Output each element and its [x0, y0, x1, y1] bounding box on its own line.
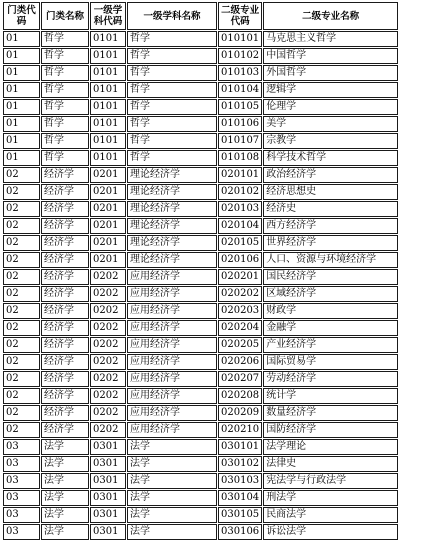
first-level-code-cell: 0201: [90, 252, 126, 268]
category-name-cell: 经济学: [41, 371, 89, 387]
category-name-cell: 法学: [41, 456, 89, 472]
category-code-cell: 02: [3, 201, 40, 217]
second-level-name-cell: 科学技术哲学: [263, 150, 398, 166]
table-row: [3, 337, 398, 353]
second-level-name-cell: 逻辑学: [263, 82, 398, 98]
first-level-code-cell: 0202: [90, 388, 126, 404]
second-level-code-cell: 020105: [218, 235, 262, 251]
second-level-code-cell: 020106: [218, 252, 262, 268]
category-code-cell: 02: [3, 422, 40, 438]
table-row: [3, 388, 398, 404]
second-level-name-cell: 劳动经济学: [263, 371, 398, 387]
second-level-name-cell: 中国哲学: [263, 48, 398, 64]
second-level-name-cell: 宗教学: [263, 133, 398, 149]
second-level-name-cell: 国际贸易学: [263, 354, 398, 370]
second-level-code-cell: 020104: [218, 218, 262, 234]
first-level-code-cell: 0202: [90, 354, 126, 370]
category-name-cell: 法学: [41, 507, 89, 523]
first-level-code-cell: 0301: [90, 473, 126, 489]
first-level-name-cell: 应用经济学: [127, 269, 217, 285]
second-level-code-cell: 030104: [218, 490, 262, 506]
category-name-cell: 经济学: [41, 354, 89, 370]
first-level-code-cell: 0101: [90, 82, 126, 98]
second-level-name-cell: 刑法学: [263, 490, 398, 506]
first-level-name-cell: 理论经济学: [127, 235, 217, 251]
first-level-code-cell: 0301: [90, 456, 126, 472]
table-row: [3, 456, 398, 472]
first-level-name-cell: 法学: [127, 524, 217, 540]
table-row: [3, 473, 398, 489]
first-level-code-cell: 0201: [90, 201, 126, 217]
first-level-name-cell: 理论经济学: [127, 252, 217, 268]
second-level-code-cell: 020203: [218, 303, 262, 319]
category-name-cell: 哲学: [41, 48, 89, 64]
category-code-cell: 01: [3, 116, 40, 132]
category-name-cell: 哲学: [41, 133, 89, 149]
table-body: [3, 31, 398, 540]
second-level-code-cell: 020201: [218, 269, 262, 285]
category-code-cell: 01: [3, 133, 40, 149]
first-level-name-cell: 法学: [127, 507, 217, 523]
first-level-name-cell: 法学: [127, 490, 217, 506]
first-level-code-cell: 0301: [90, 507, 126, 523]
first-level-code-cell: 0202: [90, 269, 126, 285]
header-category-code: 门类代码: [3, 2, 40, 30]
first-level-name-cell: 法学: [127, 473, 217, 489]
first-level-code-cell: 0202: [90, 320, 126, 336]
category-name-cell: 经济学: [41, 201, 89, 217]
first-level-code-cell: 0101: [90, 150, 126, 166]
category-name-cell: 经济学: [41, 422, 89, 438]
discipline-catalog-table: [2, 1, 399, 541]
header-first-level-code: 一级学科代码: [90, 2, 126, 30]
table-row: [3, 31, 398, 47]
category-name-cell: 经济学: [41, 405, 89, 421]
second-level-code-cell: 020205: [218, 337, 262, 353]
second-level-code-cell: 030106: [218, 524, 262, 540]
category-code-cell: 02: [3, 184, 40, 200]
table-row: [3, 184, 398, 200]
category-name-cell: 经济学: [41, 235, 89, 251]
first-level-name-cell: 理论经济学: [127, 167, 217, 183]
category-name-cell: 经济学: [41, 303, 89, 319]
header-first-level-name: 一级学科名称: [127, 2, 217, 30]
first-level-name-cell: 哲学: [127, 82, 217, 98]
first-level-name-cell: 哲学: [127, 133, 217, 149]
table-row: [3, 99, 398, 115]
category-code-cell: 02: [3, 303, 40, 319]
category-code-cell: 02: [3, 354, 40, 370]
category-code-cell: 02: [3, 388, 40, 404]
table-row: [3, 422, 398, 438]
table-row: [3, 354, 398, 370]
category-code-cell: 03: [3, 439, 40, 455]
second-level-name-cell: 数量经济学: [263, 405, 398, 421]
second-level-name-cell: 区域经济学: [263, 286, 398, 302]
category-name-cell: 法学: [41, 473, 89, 489]
category-code-cell: 02: [3, 286, 40, 302]
first-level-name-cell: 哲学: [127, 99, 217, 115]
second-level-code-cell: 020209: [218, 405, 262, 421]
second-level-code-cell: 030101: [218, 439, 262, 455]
first-level-name-cell: 法学: [127, 439, 217, 455]
category-code-cell: 02: [3, 269, 40, 285]
first-level-code-cell: 0201: [90, 218, 126, 234]
header-row: [3, 2, 398, 30]
first-level-code-cell: 0101: [90, 65, 126, 81]
table-row: [3, 133, 398, 149]
second-level-code-cell: 010103: [218, 65, 262, 81]
category-name-cell: 经济学: [41, 388, 89, 404]
category-code-cell: 03: [3, 490, 40, 506]
table-row: [3, 167, 398, 183]
category-code-cell: 01: [3, 99, 40, 115]
first-level-code-cell: 0201: [90, 167, 126, 183]
category-name-cell: 经济学: [41, 337, 89, 353]
table-row: [3, 201, 398, 217]
table-row: [3, 405, 398, 421]
first-level-name-cell: 应用经济学: [127, 337, 217, 353]
table-row: [3, 116, 398, 132]
table-row: [3, 252, 398, 268]
second-level-name-cell: 宪法学与行政法学: [263, 473, 398, 489]
first-level-code-cell: 0101: [90, 133, 126, 149]
first-level-name-cell: 应用经济学: [127, 354, 217, 370]
table-row: [3, 524, 398, 540]
first-level-name-cell: 应用经济学: [127, 303, 217, 319]
table-row: [3, 48, 398, 64]
category-code-cell: 03: [3, 507, 40, 523]
second-level-code-cell: 010105: [218, 99, 262, 115]
first-level-code-cell: 0301: [90, 490, 126, 506]
first-level-code-cell: 0101: [90, 116, 126, 132]
category-name-cell: 经济学: [41, 320, 89, 336]
second-level-code-cell: 020204: [218, 320, 262, 336]
first-level-code-cell: 0202: [90, 371, 126, 387]
second-level-name-cell: 外国哲学: [263, 65, 398, 81]
second-level-name-cell: 美学: [263, 116, 398, 132]
table-row: [3, 303, 398, 319]
second-level-name-cell: 经济思想史: [263, 184, 398, 200]
first-level-name-cell: 应用经济学: [127, 320, 217, 336]
first-level-name-cell: 法学: [127, 456, 217, 472]
second-level-name-cell: 法学理论: [263, 439, 398, 455]
first-level-code-cell: 0202: [90, 303, 126, 319]
second-level-name-cell: 民商法学: [263, 507, 398, 523]
category-code-cell: 01: [3, 65, 40, 81]
category-name-cell: 经济学: [41, 269, 89, 285]
second-level-code-cell: 010104: [218, 82, 262, 98]
category-name-cell: 经济学: [41, 184, 89, 200]
first-level-code-cell: 0202: [90, 422, 126, 438]
table-row: [3, 150, 398, 166]
first-level-code-cell: 0301: [90, 439, 126, 455]
category-code-cell: 02: [3, 371, 40, 387]
second-level-code-cell: 020103: [218, 201, 262, 217]
second-level-code-cell: 010106: [218, 116, 262, 132]
second-level-name-cell: 产业经济学: [263, 337, 398, 353]
second-level-name-cell: 法律史: [263, 456, 398, 472]
first-level-code-cell: 0202: [90, 405, 126, 421]
category-code-cell: 03: [3, 524, 40, 540]
category-name-cell: 法学: [41, 490, 89, 506]
category-code-cell: 01: [3, 31, 40, 47]
first-level-name-cell: 应用经济学: [127, 405, 217, 421]
table-row: [3, 507, 398, 523]
first-level-name-cell: 哲学: [127, 31, 217, 47]
second-level-code-cell: 010101: [218, 31, 262, 47]
second-level-code-cell: 030103: [218, 473, 262, 489]
category-code-cell: 02: [3, 235, 40, 251]
first-level-code-cell: 0201: [90, 235, 126, 251]
category-name-cell: 经济学: [41, 286, 89, 302]
second-level-name-cell: 经济史: [263, 201, 398, 217]
second-level-name-cell: 金融学: [263, 320, 398, 336]
second-level-code-cell: 010102: [218, 48, 262, 64]
category-name-cell: 法学: [41, 524, 89, 540]
second-level-name-cell: 诉讼法学: [263, 524, 398, 540]
second-level-name-cell: 马克思主义哲学: [263, 31, 398, 47]
second-level-code-cell: 030102: [218, 456, 262, 472]
second-level-code-cell: 010107: [218, 133, 262, 149]
table-row: [3, 439, 398, 455]
category-code-cell: 02: [3, 320, 40, 336]
second-level-code-cell: 010108: [218, 150, 262, 166]
second-level-code-cell: 020101: [218, 167, 262, 183]
category-name-cell: 哲学: [41, 99, 89, 115]
first-level-name-cell: 应用经济学: [127, 371, 217, 387]
table-row: [3, 320, 398, 336]
second-level-code-cell: 020102: [218, 184, 262, 200]
category-code-cell: 01: [3, 150, 40, 166]
first-level-name-cell: 理论经济学: [127, 201, 217, 217]
first-level-code-cell: 0202: [90, 337, 126, 353]
first-level-name-cell: 哲学: [127, 116, 217, 132]
category-code-cell: 02: [3, 218, 40, 234]
table-row: [3, 286, 398, 302]
category-name-cell: 经济学: [41, 218, 89, 234]
second-level-code-cell: 030105: [218, 507, 262, 523]
category-code-cell: 03: [3, 473, 40, 489]
second-level-code-cell: 020202: [218, 286, 262, 302]
first-level-name-cell: 理论经济学: [127, 184, 217, 200]
second-level-code-cell: 020210: [218, 422, 262, 438]
category-name-cell: 哲学: [41, 65, 89, 81]
first-level-name-cell: 应用经济学: [127, 286, 217, 302]
table-row: [3, 235, 398, 251]
first-level-code-cell: 0101: [90, 31, 126, 47]
header-category-name: 门类名称: [41, 2, 89, 30]
first-level-name-cell: 应用经济学: [127, 422, 217, 438]
header-second-level-code: 二级专业代码: [218, 2, 262, 30]
table-row: [3, 269, 398, 285]
second-level-name-cell: 伦理学: [263, 99, 398, 115]
first-level-name-cell: 哲学: [127, 48, 217, 64]
category-code-cell: 02: [3, 337, 40, 353]
table-row: [3, 218, 398, 234]
second-level-name-cell: 统计学: [263, 388, 398, 404]
second-level-name-cell: 世界经济学: [263, 235, 398, 251]
second-level-name-cell: 财政学: [263, 303, 398, 319]
category-code-cell: 02: [3, 252, 40, 268]
second-level-name-cell: 国防经济学: [263, 422, 398, 438]
table-row: [3, 65, 398, 81]
first-level-name-cell: 理论经济学: [127, 218, 217, 234]
first-level-code-cell: 0201: [90, 184, 126, 200]
second-level-name-cell: 人口、资源与环境经济学: [263, 252, 398, 268]
category-code-cell: 02: [3, 405, 40, 421]
category-code-cell: 02: [3, 167, 40, 183]
second-level-name-cell: 国民经济学: [263, 269, 398, 285]
table-row: [3, 371, 398, 387]
category-code-cell: 01: [3, 48, 40, 64]
second-level-code-cell: 020206: [218, 354, 262, 370]
category-name-cell: 哲学: [41, 150, 89, 166]
table-row: [3, 82, 398, 98]
header-second-level-name: 二级专业名称: [263, 2, 398, 30]
second-level-code-cell: 020207: [218, 371, 262, 387]
second-level-name-cell: 政治经济学: [263, 167, 398, 183]
first-level-name-cell: 哲学: [127, 150, 217, 166]
category-name-cell: 法学: [41, 439, 89, 455]
table-row: [3, 490, 398, 506]
first-level-code-cell: 0101: [90, 99, 126, 115]
category-name-cell: 哲学: [41, 116, 89, 132]
first-level-code-cell: 0101: [90, 48, 126, 64]
category-name-cell: 哲学: [41, 31, 89, 47]
category-name-cell: 经济学: [41, 167, 89, 183]
second-level-code-cell: 020208: [218, 388, 262, 404]
category-code-cell: 03: [3, 456, 40, 472]
first-level-name-cell: 应用经济学: [127, 388, 217, 404]
category-name-cell: 经济学: [41, 252, 89, 268]
first-level-code-cell: 0301: [90, 524, 126, 540]
second-level-name-cell: 西方经济学: [263, 218, 398, 234]
category-code-cell: 01: [3, 82, 40, 98]
first-level-code-cell: 0202: [90, 286, 126, 302]
category-name-cell: 哲学: [41, 82, 89, 98]
first-level-name-cell: 哲学: [127, 65, 217, 81]
